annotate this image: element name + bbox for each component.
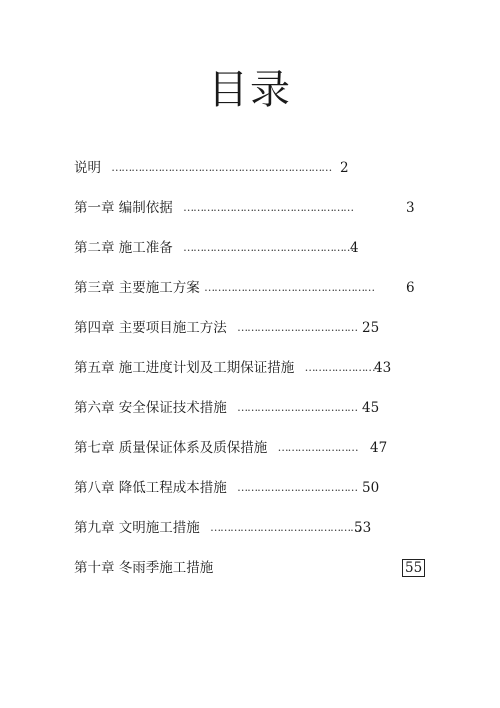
toc-leader-dots: ……………………………… [237,481,358,494]
toc-item-chapter-6[interactable] [74,398,380,418]
toc-label: 第五章 施工进度计划及工期保证措施 [74,360,295,376]
toc-label: 第九章 文明施工措施 [74,520,200,536]
toc-leader-dots: ………………………………………………………… [111,161,332,174]
toc-leader-dots: …………………… [277,441,358,454]
toc-item-explanation[interactable] [74,158,349,178]
toc-leader-dots: …………………………………………… [204,281,375,294]
toc-page-number: 2 [340,160,349,176]
toc-page-number: 50 [362,480,380,496]
toc-page-number: 4 [350,240,359,256]
toc-page-number: 53 [354,520,372,536]
toc-item-chapter-4[interactable] [74,318,380,338]
toc-page-number-boxed: 55 [402,559,425,577]
toc-item-chapter-1[interactable] [74,198,415,218]
toc-page-number: 6 [406,280,415,296]
toc-leader-dots: …………………………………………… [183,241,354,254]
toc-label: 说明 [74,160,101,176]
toc-item-chapter-10[interactable] [74,558,423,578]
toc-page-number: 47 [370,440,388,456]
toc-item-chapter-9[interactable] [74,518,372,538]
toc-label: 第七章 质量保证体系及质保措施 [74,440,268,456]
toc-label: 第四章 主要项目施工方法 [74,320,227,336]
toc-leader-dots: ……………………………… [237,401,358,414]
toc-label: 第十章 冬雨季施工措施 [74,560,214,576]
toc-page-number: 45 [362,400,380,416]
toc-label: 第三章 主要施工方案 [74,280,200,296]
toc-item-chapter-3[interactable] [74,278,415,298]
toc-item-chapter-7[interactable] [74,438,388,458]
toc-label: 第一章 编制依据 [74,200,173,216]
toc-item-chapter-8[interactable] [74,478,380,498]
toc-label: 第六章 安全保证技术措施 [74,400,227,416]
toc-item-chapter-5[interactable] [74,358,392,378]
toc-page-number: 25 [362,320,380,336]
toc-leader-dots: ……………………………… [237,321,358,334]
page-title: 目录 [208,67,292,113]
toc-page-number: 43 [374,360,392,376]
toc-leader-dots: ………………… [304,361,375,374]
toc-leader-dots: …………………………………………… [183,201,354,214]
toc-label: 第二章 施工准备 [74,240,173,256]
toc-label: 第八章 降低工程成本措施 [74,480,227,496]
toc-page-number: 3 [406,200,415,216]
toc-item-chapter-2[interactable] [74,238,359,258]
toc-leader-dots: ……………………………………… [210,521,361,534]
